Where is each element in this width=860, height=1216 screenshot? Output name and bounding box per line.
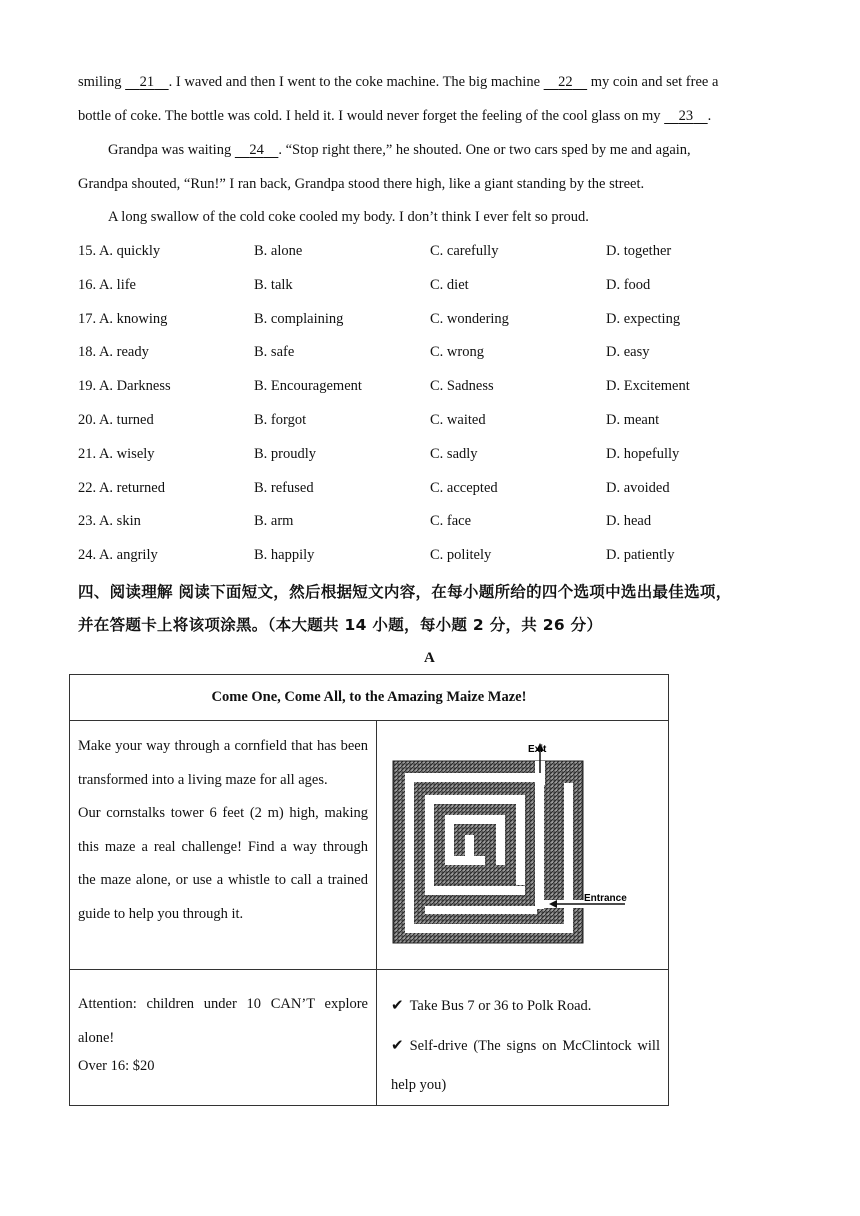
option-b: B. talk bbox=[254, 276, 293, 293]
story-text: . “Stop right there,” he shouted. One or two cars sped by me and again, bbox=[278, 142, 691, 158]
option-a: 20. A. turned bbox=[78, 412, 154, 428]
option-a: 23. A. skin bbox=[78, 513, 141, 530]
option-row bbox=[78, 412, 798, 432]
option-c: C. wrong bbox=[430, 344, 484, 361]
passage-letter: A bbox=[424, 650, 435, 666]
option-a: 21. A. wisely bbox=[78, 445, 155, 462]
story-text: . I waved and then I went to the coke machine. The big machine bbox=[168, 74, 544, 90]
option-d: D. expecting bbox=[606, 310, 681, 327]
option-row bbox=[78, 243, 798, 263]
option-d: D. easy bbox=[606, 344, 650, 361]
option-c: C. accepted bbox=[430, 479, 498, 496]
option-b: B. forgot bbox=[254, 412, 307, 428]
option-b: B. proudly bbox=[254, 445, 317, 462]
option-row bbox=[78, 378, 798, 398]
story-line-5: A long swallow of the cold coke cooled my body. I don’t think I ever felt so proud. bbox=[108, 209, 589, 225]
maze-ad-table bbox=[69, 674, 669, 1106]
option-a: 22. A. returned bbox=[78, 479, 165, 496]
checkmark-icon: ✔ bbox=[391, 996, 404, 1014]
travel-drive: ✔ Self-drive (The signs on McClintock will help you) bbox=[391, 1036, 660, 1093]
option-c: C. Sadness bbox=[430, 378, 494, 395]
option-row bbox=[78, 513, 798, 533]
option-d: D. avoided bbox=[606, 479, 670, 496]
blank-21: 21 bbox=[139, 74, 155, 90]
story-text: . bbox=[707, 108, 712, 124]
option-d: D. food bbox=[606, 276, 651, 293]
ad-price: Over 16: $20 bbox=[78, 1058, 155, 1074]
option-a: 17. A. knowing bbox=[78, 310, 168, 327]
option-a: 16. A. life bbox=[78, 276, 136, 293]
option-b: B. alone bbox=[254, 243, 303, 259]
section-heading-line-1: 四、阅读理解 阅读下面短文，然后根据短文内容，在每小题所给的四个选项中选出最佳选项， bbox=[78, 583, 732, 601]
option-a: 18. A. ready bbox=[78, 344, 149, 361]
maze-image-cell bbox=[377, 721, 669, 970]
story-text: smiling bbox=[78, 74, 126, 90]
option-row bbox=[78, 547, 798, 567]
blank-24: 24 bbox=[249, 142, 264, 158]
ad-intro-1: Make your way through a cornfield that has been transformed into a living maze for all ages. bbox=[78, 738, 368, 788]
option-c: C. face bbox=[430, 513, 472, 530]
option-b: B. safe bbox=[254, 344, 295, 361]
option-c: C. sadly bbox=[430, 445, 478, 462]
blank-22: 22 bbox=[558, 74, 573, 90]
story-text: bottle of coke. The bottle was cold. I held it. I would never forget the feeling of the cool glass on my bbox=[78, 108, 665, 124]
ad-intro-cell bbox=[70, 721, 377, 970]
option-row bbox=[78, 480, 798, 500]
ad-travel-cell bbox=[377, 970, 669, 1106]
story-line-3 bbox=[108, 142, 691, 159]
maze-exit-label: Exit bbox=[528, 744, 547, 755]
travel-bus: ✔ Take Bus 7 or 36 to Polk Road. bbox=[391, 996, 592, 1014]
option-d: D. hopefully bbox=[606, 445, 680, 462]
option-a: 19. A. Darkness bbox=[78, 378, 171, 395]
option-row bbox=[78, 277, 798, 297]
option-c: C. wondering bbox=[430, 310, 509, 327]
option-d: D. Excitement bbox=[606, 378, 690, 395]
option-c: C. carefully bbox=[430, 243, 499, 259]
story-line-2 bbox=[78, 108, 711, 125]
maze-illustration bbox=[385, 743, 645, 953]
option-row bbox=[78, 446, 798, 466]
story-line-4: Grandpa shouted, “Run!” I ran back, Grandpa stood there high, like a giant standing by the street. bbox=[78, 176, 645, 192]
option-b: B. complaining bbox=[254, 310, 344, 327]
maze-entrance-label: Entrance bbox=[584, 893, 627, 904]
option-d: D. meant bbox=[606, 412, 660, 428]
option-b: B. Encouragement bbox=[254, 378, 362, 395]
option-b: B. happily bbox=[254, 547, 315, 564]
option-row bbox=[78, 311, 798, 331]
story-line-1 bbox=[78, 74, 718, 91]
ad-intro-2: Our cornstalks tower 6 feet (2 m) high, making this maze a real challenge! Find a way through the maze alone, or use a whistle to call a trained guide to help you through it. bbox=[78, 805, 368, 922]
option-c: C. politely bbox=[430, 547, 492, 564]
option-d: D. together bbox=[606, 243, 672, 259]
blank-23: 23 bbox=[678, 108, 694, 124]
option-c: C. waited bbox=[430, 412, 486, 428]
section-heading-line-2: 并在答题卡上将该项涂黑。（本大题共 14 小题，每小题 2 分，共 26 分） bbox=[78, 616, 603, 634]
story-text: Grandpa was waiting bbox=[108, 142, 235, 158]
option-b: B. refused bbox=[254, 479, 314, 496]
option-a: 24. A. angrily bbox=[78, 547, 158, 564]
ad-attention-cell bbox=[70, 970, 377, 1106]
story-text: my coin and set free a bbox=[587, 74, 719, 90]
ad-attention: Attention: children under 10 CAN’T explore alone! bbox=[78, 996, 368, 1046]
option-a: 15. A. quickly bbox=[78, 243, 161, 259]
checkmark-icon: ✔ bbox=[391, 1036, 404, 1054]
option-d: D. patiently bbox=[606, 547, 675, 564]
option-c: C. diet bbox=[430, 276, 469, 293]
option-row bbox=[78, 344, 798, 364]
ad-title: Come One, Come All, to the Amazing Maize Maze! bbox=[70, 675, 669, 721]
option-d: D. head bbox=[606, 513, 652, 530]
option-b: B. arm bbox=[254, 513, 294, 530]
